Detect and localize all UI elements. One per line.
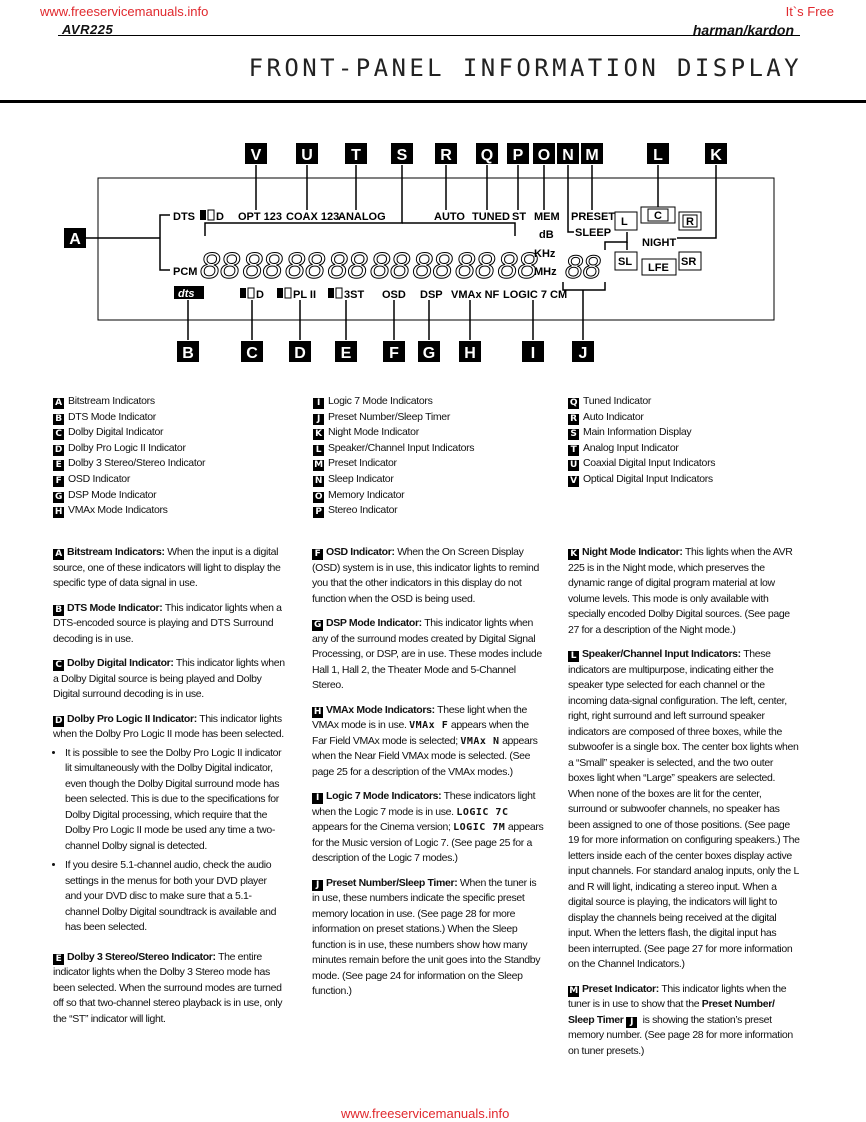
main-digit-7: 88 — [455, 245, 496, 286]
legend-label-u: Coaxial Digital Input Indicators — [583, 457, 716, 470]
bullet-d-1: • It is possible to see the Dolby Pro Logic II indicator lit simultaneously with the Dolby Digital indicator, even though the Dolby Digital surround mode has been selected. This is due to the specifications for Dolby Digital processing, which require that the Dolby Pro Logic II mode be used any time a two-channel Dolby signal is detected. — [65, 746, 285, 855]
legend-item-k — [313, 425, 474, 441]
para-i-text-3: appears for the Music version of Logic 7. (See page 25 for a description of the Logic 7 modes.) — [312, 821, 544, 864]
label-logic7: LOGIC 7 CM — [503, 289, 568, 301]
para-c-title: Dolby Digital Indicator: — [67, 657, 174, 669]
legend-label-h: VMAx Mode Indicators — [68, 504, 168, 517]
top-callouts — [245, 143, 727, 164]
legend-item-c — [53, 425, 205, 441]
callout-a-label: A — [69, 231, 81, 248]
legend-label-r: Auto Indicator — [583, 410, 644, 423]
callout-g-label: G — [422, 345, 436, 362]
legend-item-r — [568, 410, 715, 426]
label-vmax: VMAx NF — [451, 289, 500, 301]
para-h-text-2: appears when the Far Field VMAx mode is selected; — [312, 719, 529, 747]
legend-item-b — [53, 410, 205, 426]
label-analog: ANALOG — [338, 211, 386, 223]
legend-item-s — [568, 425, 715, 441]
callout-h-label: H — [464, 345, 476, 362]
legend-badge-u: U — [569, 460, 577, 471]
para-m — [568, 982, 800, 1060]
legend-label-o: Memory Indicator — [328, 488, 405, 501]
para-d-text: This indicator lights when the Dolby Pro Logic II mode has been selected. — [53, 712, 284, 740]
para-h-code-1: VMAx F — [409, 720, 449, 731]
para-f — [312, 545, 544, 607]
legend-label-e: Dolby 3 Stereo/Stereo Indicator — [68, 457, 206, 470]
legend-item-d — [53, 441, 205, 457]
callout-f-label: F — [389, 345, 399, 362]
legend-badge-r: R — [568, 414, 579, 425]
legend-item-o — [313, 488, 474, 504]
dolby-dd-icon-bottom — [240, 288, 254, 298]
legend-label-d: Dolby Pro Logic II Indicator — [68, 441, 186, 454]
para-h-code-2: VMAx N — [460, 735, 500, 747]
para-j-title: Preset Number/Sleep Timer: — [326, 876, 458, 889]
label-preset: PRESET — [571, 211, 616, 223]
label-dd-top: D — [216, 211, 224, 223]
model-name: AVR225 — [62, 22, 114, 37]
para-b — [53, 601, 285, 648]
legend-label-s: Main Information Display — [583, 426, 692, 439]
header-rule — [58, 35, 800, 36]
para-f-text: When the On Screen Display (OSD) system is in use, this indicator lights to remind you that the other indicators in this display do not function when the OSD is being used. — [312, 546, 539, 605]
main-digit-6: 88 — [412, 245, 453, 286]
callout-i-label: I — [530, 345, 536, 362]
label-sleep: SLEEP — [575, 227, 612, 239]
legend-badge-f: F — [53, 476, 64, 487]
badge-l: L — [568, 651, 579, 662]
label-auto: AUTO — [434, 211, 465, 223]
para-d-bullets — [53, 746, 285, 936]
legend-item-t — [568, 441, 715, 457]
dolby-pl-icon — [277, 288, 291, 298]
label-osd: OSD — [382, 289, 406, 301]
legend-col-3 — [568, 394, 715, 488]
callout-p-label: P — [512, 147, 524, 164]
callout-m-label: M — [585, 147, 599, 164]
callout-b-label: B — [182, 345, 194, 362]
main-digits — [200, 245, 538, 286]
para-i-text-2: appears for the Cinema version; — [312, 821, 451, 833]
callout-k-label: K — [710, 147, 722, 164]
legend-col-2 — [313, 394, 474, 519]
legend-badge-v: V — [568, 476, 579, 487]
callout-o-label: O — [537, 147, 551, 164]
label-3st: 3ST — [344, 289, 365, 301]
para-i-code-2: LOGIC 7M — [453, 822, 506, 833]
legend-item-u — [568, 456, 715, 472]
para-l-text: These indicators are multipurpose, indicating either the speaker type selected for each channel or the incoming data-signal configuration. The left, center, right, right surround and left surround speaker indicators are composed of three boxes, while the subwoofer is a single box. The center box lights when a “Small” speaker is selected, and the two outer boxes light when “Large” speakers are selected. When none of the boxes are lit for the center, surround or subwoofer channels, no speaker has been assigned to one of those positions. (See page 19 for more information on configuring speakers.) The letters inside each of the center boxes display active input channels. For standard analog inputs, only the L and R will light, indicating a stereo input. When a digital source is playing, the indicators will light to display the channels being received at the digital input. When the letters flash, the digital input has been interrupted. (See page 27 for more information on the Channel Indicators.) — [568, 648, 800, 970]
legend-label-i: Logic 7 Mode Indicators — [328, 395, 433, 407]
label-dts-logo: dts — [178, 288, 195, 300]
legend-item-p — [313, 503, 474, 519]
brand-name: harman/kardon — [692, 22, 794, 38]
label-dsp: DSP — [420, 289, 443, 301]
badge-b: B — [53, 605, 64, 616]
legend-badge-d: D — [54, 444, 63, 455]
para-m-text-2: is showing the station’s preset memory number. (See page 28 for more information on tuner presets.) — [568, 1013, 793, 1057]
legend-badge-e: E — [53, 460, 64, 471]
badge-j: J — [312, 880, 323, 891]
legend-item-l — [313, 441, 474, 457]
legend-item-a — [53, 394, 205, 410]
speaker-night: NIGHT — [642, 237, 677, 249]
para-j — [312, 876, 544, 1000]
legend-badge-h: H — [54, 507, 63, 518]
legend-label-k: Night Mode Indicator — [328, 426, 419, 439]
para-g-text: This indicator lights when any of the surround modes created by Digital Signal Processing, or DSP, are in use. These modes include Hall 1, Hall 2, the Theater Mode and 5-Channel Stereo. — [312, 617, 542, 691]
para-e-title: Dolby 3 Stereo/Stereo Indicator: — [67, 950, 216, 963]
para-j-text: When the tuner is in use, these numbers indicate the specific preset memory location in use. (See page 28 for more information on preset stations.) When the Sleep function is in use, these numbers show how many minutes remain before the unit goes into the Standby mode. (See page 24 for information on the Sleep function.) — [312, 876, 541, 997]
page-title: FRONT-PANEL INFORMATION DISPLAY — [248, 54, 802, 82]
para-h-text-1: These light when the VMAx mode is in use. — [312, 703, 528, 731]
label-coax: COAX 123 — [286, 211, 340, 223]
main-digit-8: 88 — [497, 245, 538, 286]
watermark-top-left: www.freeservicemanuals.info — [40, 4, 209, 19]
main-digit-3: 88 — [285, 245, 326, 286]
legend-item-q — [568, 394, 715, 410]
speaker-sl: SL — [618, 256, 633, 268]
callout-n-label: N — [562, 147, 574, 164]
badge-g: G — [313, 620, 322, 630]
para-a-title: Bitstream Indicators: — [67, 546, 165, 558]
legend-badge-i: I — [313, 398, 324, 409]
para-i — [312, 789, 544, 867]
callout-e-label: E — [340, 345, 352, 362]
label-mhz: MHz — [534, 266, 557, 278]
legend-label-j: Preset Number/Sleep Timer — [328, 410, 451, 423]
legend-badge-g: G — [54, 491, 63, 502]
callout-s-label: S — [396, 147, 408, 164]
main-digit-1: 88 — [200, 245, 241, 286]
para-g — [312, 616, 544, 694]
speaker-l: L — [621, 216, 628, 228]
callout-t-label: T — [351, 147, 361, 164]
para-m-text-1: This indicator lights when the tuner is in use to show that the — [568, 982, 787, 1010]
callout-j-label: J — [578, 345, 588, 362]
main-digit-4: 88 — [327, 245, 368, 286]
text-column-3 — [568, 545, 800, 1068]
para-h-title: VMAx Mode Indicators: — [326, 703, 435, 716]
legend-badge-m: M — [314, 460, 323, 471]
para-f-title: OSD Indicator: — [326, 546, 395, 558]
section-rule — [0, 100, 866, 103]
legend-item-n — [313, 472, 474, 488]
para-b-text: This indicator lights when a DTS-encoded source is playing and DTS Surround decoding is in use. — [53, 601, 282, 645]
para-b-title: DTS Mode Indicator: — [67, 601, 163, 614]
watermark-bottom: www.freeservicemanuals.info — [341, 1106, 510, 1121]
badge-a: A — [53, 549, 64, 560]
legend-item-i — [313, 394, 474, 410]
para-c — [53, 656, 285, 703]
callout-c-label: C — [246, 345, 258, 362]
badge-f: F — [312, 549, 323, 560]
para-i-code-1: LOGIC 7C — [456, 806, 509, 818]
para-k-text: This lights when the AVR 225 is in the Night mode, which preserves the dynamic range of digital program material at low volume levels. This mode is only available with specially encoded Dolby Digital sources. (See page 27 for a description of the Night mode.) — [568, 546, 793, 636]
para-g-title: DSP Mode Indicator: — [326, 617, 422, 629]
legend-item-m — [313, 456, 474, 472]
para-m-title: Preset Indicator: — [582, 982, 659, 995]
badge-d: D — [54, 715, 63, 726]
text-column-2 — [312, 545, 544, 1009]
label-opt: OPT 123 — [238, 211, 283, 223]
callout-u-label: U — [301, 147, 313, 164]
para-l — [568, 647, 800, 973]
legend-item-j — [313, 410, 474, 426]
para-h-text-3: appears when the Near Field VMAx mode is selected. (See page 25 for a description of the VMAx modes.) — [312, 734, 538, 778]
label-db: dB — [539, 229, 554, 241]
callout-l-label: L — [653, 147, 663, 164]
label-pl2: PL II — [293, 289, 317, 301]
watermark-top-right: It`s Free — [785, 4, 834, 19]
speaker-lfe: LFE — [648, 262, 669, 274]
para-d-title: Dolby Pro Logic II Indicator: — [67, 712, 197, 725]
para-k-title: Night Mode Indicator: — [582, 546, 683, 558]
para-i-text-1: These indicators light when the Logic 7 mode is in use. — [312, 790, 536, 818]
label-dd-bottom: D — [256, 289, 264, 301]
para-a-text: When the input is a digital source, one of these indicators will light to display the specific type of data signal in use. — [53, 546, 281, 589]
para-d — [53, 712, 285, 743]
badge-j-inline: J — [626, 1017, 637, 1028]
legend-label-l: Speaker/Channel Input Indicators — [328, 441, 475, 454]
legend-badge-q: Q — [569, 398, 578, 408]
legend-badge-a: A — [53, 398, 64, 409]
legend-badge-t: T — [568, 445, 579, 456]
legend-badge-b: B — [53, 414, 64, 425]
legend-label-f: OSD Indicator — [68, 472, 131, 485]
bullet-d-2: • If you desire 5.1-channel audio, check the audio settings in the menus for both your DVD player and your DVD disc to make sure that a 5.1-channel Dolby Digital soundtrack is available and has been selected. — [65, 858, 285, 936]
badge-i: I — [312, 793, 323, 804]
label-khz: KHz — [534, 248, 556, 260]
para-e — [53, 950, 285, 1028]
badge-k: K — [568, 549, 579, 560]
legend-badge-l: L — [313, 445, 324, 456]
preset-digits: 88 — [565, 249, 601, 285]
main-digit-2: 88 — [242, 245, 283, 286]
legend-item-g — [53, 488, 205, 504]
main-digit-5: 88 — [370, 245, 411, 286]
para-k — [568, 545, 800, 638]
callout-r-label: R — [440, 147, 452, 164]
bottom-callouts — [177, 341, 594, 362]
legend-label-a: Bitstream Indicators — [68, 395, 155, 407]
legend-badge-c: C — [53, 429, 64, 440]
dolby-dd-icon-top — [200, 210, 214, 220]
legend-badge-o: O — [314, 491, 323, 502]
legend-col-1 — [53, 394, 205, 519]
legend-label-c: Dolby Digital Indicator — [68, 426, 164, 439]
label-pcm: PCM — [173, 266, 198, 278]
para-m-bold: Preset Number/ Sleep Timer — [568, 998, 775, 1026]
badge-c: C — [53, 660, 64, 671]
label-st: ST — [512, 211, 527, 223]
legend-item-v — [568, 472, 715, 488]
para-i-title: Logic 7 Mode Indicators: — [326, 790, 442, 802]
speaker-sr: SR — [681, 256, 697, 268]
legend-badge-k: K — [313, 429, 324, 440]
para-l-title: Speaker/Channel Input Indicators: — [582, 648, 741, 660]
legend-badge-j: J — [313, 414, 324, 425]
legend-label-m: Preset Indicator — [328, 457, 397, 470]
legend-label-n: Sleep Indicator — [328, 472, 394, 485]
para-e-text: The entire indicator lights when the Dolby 3 Stereo mode has been selected. When the surround modes are turned off so that two-channel stereo playback is in use, only the “ST” indicator will light. — [53, 950, 283, 1025]
label-tuned: TUNED — [472, 211, 510, 223]
badge-m: M — [569, 985, 578, 996]
para-a — [53, 545, 285, 592]
legend-label-t: Analog Input Indicator — [583, 441, 679, 454]
legend-badge-p: P — [313, 507, 324, 518]
label-mem: MEM — [534, 211, 560, 223]
legend-label-p: Stereo Indicator — [328, 504, 398, 517]
legend-label-q: Tuned Indicator — [583, 395, 652, 407]
badge-h: H — [313, 706, 322, 717]
label-dts: DTS — [173, 211, 195, 223]
legend-badge-n: N — [314, 475, 323, 486]
callout-d-label: D — [294, 345, 306, 362]
speaker-r: R — [686, 216, 694, 228]
legend-label-v: Optical Digital Input Indicators — [583, 472, 713, 485]
para-c-text: This indicator lights when a Dolby Digital source is being played and Dolby Digital surround decoding is in use. — [53, 657, 285, 700]
legend-label-g: DSP Mode Indicator — [68, 488, 157, 501]
legend-item-h — [53, 503, 205, 519]
legend-item-e — [53, 456, 205, 472]
text-column-1 — [53, 545, 285, 1036]
speaker-grid — [615, 207, 701, 275]
legend-badge-s: S — [568, 429, 579, 440]
callout-v-label: V — [250, 147, 262, 164]
dolby-3st-icon — [328, 288, 342, 298]
legend-label-b: DTS Mode Indicator — [68, 410, 156, 423]
para-h — [312, 703, 544, 781]
legend-item-f — [53, 472, 205, 488]
badge-e: E — [53, 954, 64, 965]
speaker-c: C — [654, 210, 662, 222]
callout-q-label: Q — [480, 147, 494, 164]
